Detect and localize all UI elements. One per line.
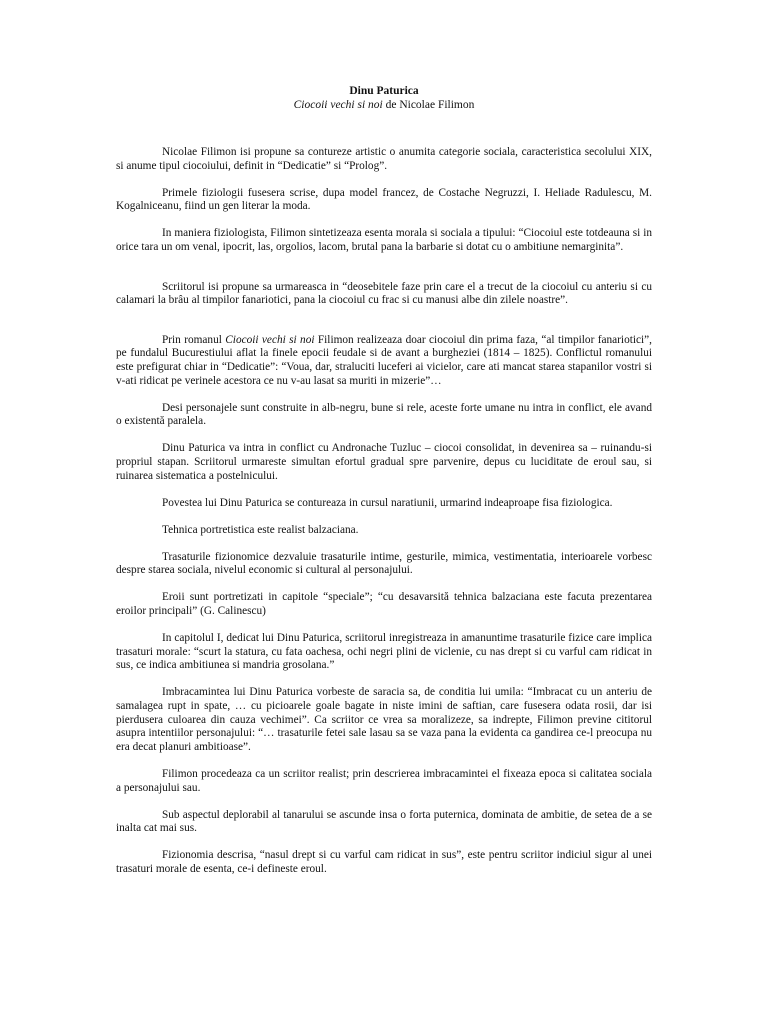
paragraph: Sub aspectul deplorabil al tanarului se ascunde insa o forta puternica, dominata de ambitie, de setea de a se inalta cat mai sus. (116, 808, 652, 835)
paragraph-part: Prin romanul (162, 333, 226, 346)
paragraph: Povestea lui Dinu Paturica se contureaza in cursul naratiunii, urmarind indeaproape fisa fiziologica. (162, 496, 613, 509)
subtitle-author: de Nicolae Filimon (382, 99, 475, 111)
paragraph: Tehnica portretistica este realist balzaciana. (162, 523, 359, 536)
paragraph: Eroii sunt portretizati in capitole “speciale”; “cu desavarsită tehnica balzaciana este facuta prezentarea eroilor principali” (G. Calinescu) (116, 591, 652, 618)
paragraph: Dinu Paturica va intra in conflict cu Andronache Tuzluc – ciocoi consolidat, in devenirea sa – ruinandu-si propriul stapan. Scriitorul urmareste simultan efortul gradual spre parvenire, depus cu luciditate de eroul sau, si ruinarea sistematica a postelnicului. (116, 442, 652, 482)
paragraph: In maniera fiziologista, Filimon sintetizeaza esenta morala si sociala a tipului: “Ciocoiul este totdeauna si in orice tara un om venal, ipocrit, las, orgolios, lacom, brutal pana la barbarie si dotat cu o ambitiune nemarginita”. (116, 227, 652, 253)
paragraph: Fizionomia descrisa, “nasul drept si cu varful cam ridicat in sus”, este pentru scriitor indiciul sigur al unei trasaturi morale de esenta, ce-i defineste eroul. (116, 849, 652, 875)
paragraph-part: Filimon realizeaza doar ciocoiul din prima faza, “al timpilor fanariotici”, pe fundalul Bucurestiului aflat la finele epocii feudale si de avant a burgheziei (1814 – 1825). Conflictul romanului este prefigurat chiar in “Dedicatie”: “Voua, dar, straluciti luceferi ai vicielor, care ati mancat starea stapanilor vostri si v-ati ridicat pe verinele acestora ce nu v-au lasat sa muriti in mizerie”… (116, 333, 652, 387)
paragraph (116, 334, 652, 388)
paragraph: Scriitorul isi propune sa urmareasca in “deosebitele faze prin care el a trecut de la ciocoiul cu anteriu si cu calamari la brâu al timpilor fanariotici, pana la ciocoiul cu frac si cu manusi albe din zilele noastre”. (116, 280, 652, 307)
paragraph: Nicolae Filimon isi propune sa contureze artistic o anumita categorie sociala, caracteristica secolului XIX, si anume tipul ciocoiului, definit in “Dedicatie” si “Prolog”. (116, 146, 652, 172)
paragraph: Primele fiziologii fusesera scrise, dupa model francez, de Costache Negruzzi, I. Heliade Radulescu, M. Kogalniceanu, fiind un gen literar la moda. (116, 186, 652, 213)
paragraph: Imbracamintea lui Dinu Paturica vorbeste de saracia sa, de conditia lui umila: “Imbracat cu un anteriu de samalagea rupt in spate, … cu picioarele goale bagate in niste imini de saftian, care fusesera odata rosii, dar isi pierdusera culoarea din cauza vechimei”. Ca scriitor ce vrea sa moralizeze, sa indrepte, Filimon previne cititorul asupra intentiilor personajului: “… trasaturile fetei sale lasau sa se vaza pana la evidenta ca gandirea ce-l preocupa nu era decat planuri ambitioase”. (116, 686, 652, 753)
paragraph-book-title: Ciocoii vechi si noi (225, 333, 315, 346)
paragraph: In capitolul I, dedicat lui Dinu Paturica, scriitorul inregistreaza in amanuntime trasaturile fizice care implica trasaturi morale: “scurt la statura, cu fata oachesa, ochi negri plini de viclenie, cu nas drept si cu varful cam ridicat in sus, ce indica ambitiunea si mandria grosolana.” (116, 632, 652, 672)
paragraph: Filimon procedeaza ca un scriitor realist; prin descrierea imbracamintei el fixeaza epoca si calitatea sociala a personajului sau. (116, 767, 652, 794)
document-subtitle (116, 98, 652, 112)
paragraph: Desi personajele sunt construite in alb-negru, bune si rele, aceste forte umane nu intra in conflict, ele avand o existentă paralela. (116, 401, 652, 428)
paragraph: Trasaturile fizionomice dezvaluie trasaturile intime, gesturile, mimica, vestimentatia, interioarele vorbesc despre starea sociala, nivelul economic si cultural al personajului. (116, 550, 652, 577)
document-title: Dinu Paturica (349, 85, 419, 97)
subtitle-book-title: Ciocoii vechi si noi (293, 99, 383, 111)
